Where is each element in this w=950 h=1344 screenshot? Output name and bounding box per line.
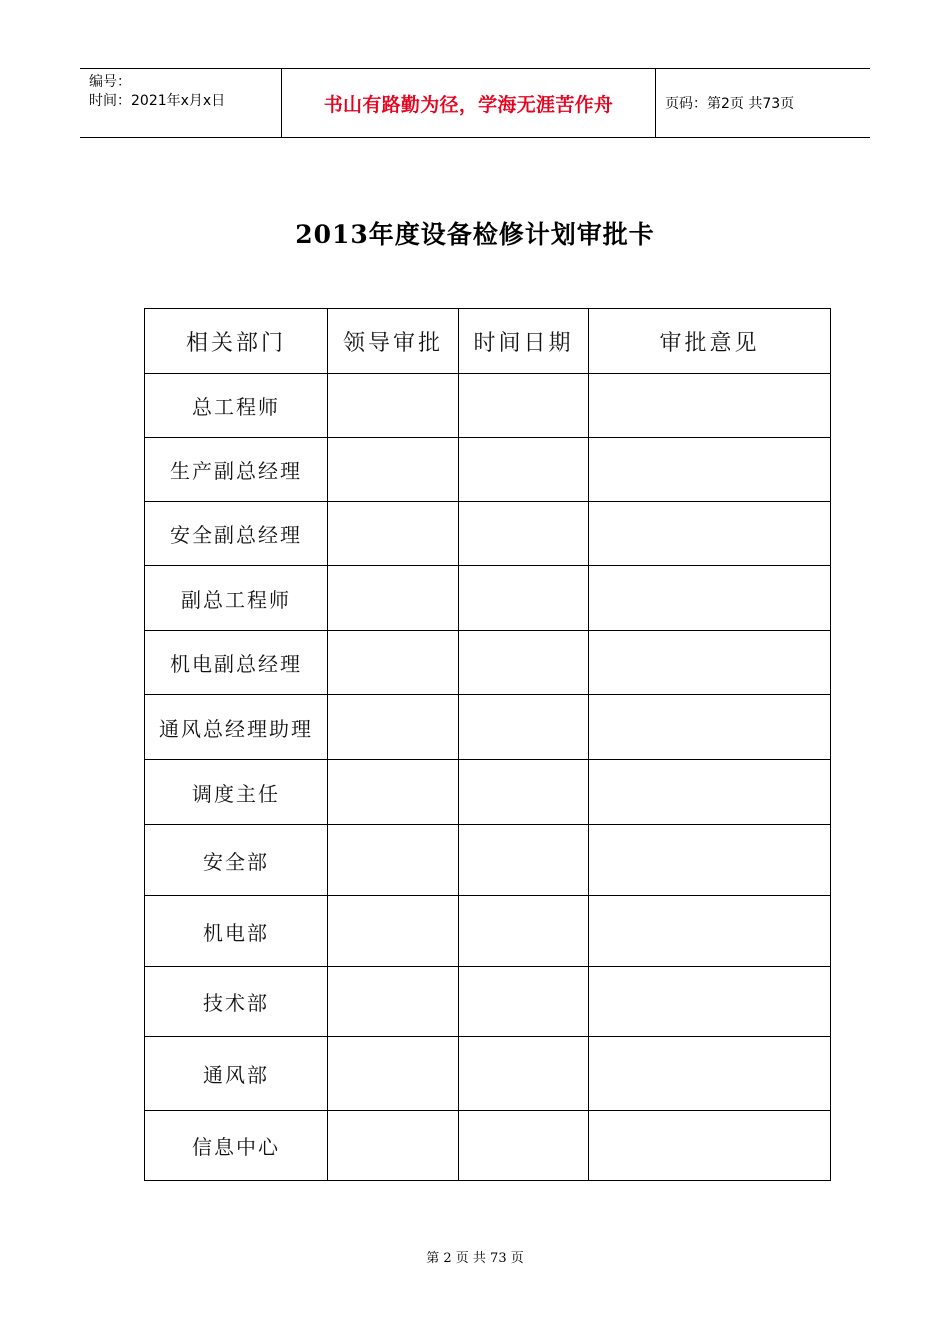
department-cell: 调度主任 bbox=[145, 760, 328, 825]
table-row bbox=[145, 967, 831, 1037]
date-cell[interactable] bbox=[459, 825, 589, 896]
header-department: 相关部门 bbox=[145, 309, 328, 374]
department-cell: 通风部 bbox=[145, 1037, 328, 1111]
department-cell: 通风总经理助理 bbox=[145, 695, 328, 760]
opinion-cell[interactable] bbox=[589, 967, 831, 1037]
approval-cell[interactable] bbox=[328, 825, 459, 896]
approval-cell[interactable] bbox=[328, 896, 459, 967]
header-motto: 书山有路勤为径，学海无涯苦作舟 bbox=[323, 93, 614, 116]
approval-cell[interactable] bbox=[328, 502, 459, 566]
approval-cell[interactable] bbox=[328, 566, 459, 631]
table-row bbox=[145, 760, 831, 825]
table-header-row bbox=[145, 309, 831, 374]
opinion-cell[interactable] bbox=[589, 695, 831, 760]
table-row bbox=[145, 566, 831, 631]
header-opinion: 审批意见 bbox=[589, 309, 831, 374]
opinion-cell[interactable] bbox=[589, 1037, 831, 1111]
department-cell: 总工程师 bbox=[145, 374, 328, 438]
department-cell: 机电副总经理 bbox=[145, 631, 328, 695]
department-cell: 安全部 bbox=[145, 825, 328, 896]
document-title: 2013年度设备检修计划审批卡 bbox=[295, 220, 655, 249]
opinion-cell[interactable] bbox=[589, 631, 831, 695]
opinion-cell[interactable] bbox=[589, 438, 831, 502]
department-cell: 信息中心 bbox=[145, 1111, 328, 1181]
opinion-cell[interactable] bbox=[589, 825, 831, 896]
date-cell[interactable] bbox=[459, 631, 589, 695]
approval-cell[interactable] bbox=[328, 438, 459, 502]
opinion-cell[interactable] bbox=[589, 566, 831, 631]
table-row bbox=[145, 374, 831, 438]
header-divider-right bbox=[655, 69, 656, 137]
date-cell[interactable] bbox=[459, 438, 589, 502]
opinion-cell[interactable] bbox=[589, 1111, 831, 1181]
table-row bbox=[145, 1037, 831, 1111]
date-cell[interactable] bbox=[459, 695, 589, 760]
opinion-cell[interactable] bbox=[589, 760, 831, 825]
approval-cell[interactable] bbox=[328, 760, 459, 825]
page-header bbox=[80, 68, 870, 138]
approval-cell[interactable] bbox=[328, 695, 459, 760]
approval-cell[interactable] bbox=[328, 631, 459, 695]
opinion-cell[interactable] bbox=[589, 896, 831, 967]
table-row bbox=[145, 1111, 831, 1181]
approval-cell[interactable] bbox=[328, 374, 459, 438]
date-cell[interactable] bbox=[459, 566, 589, 631]
header-page-info: 页码：第2页 共73页 bbox=[665, 96, 795, 112]
date-cell[interactable] bbox=[459, 760, 589, 825]
date-cell[interactable] bbox=[459, 896, 589, 967]
header-date: 时间日期 bbox=[459, 309, 589, 374]
approval-table bbox=[144, 308, 831, 1181]
date-cell[interactable] bbox=[459, 502, 589, 566]
table-row bbox=[145, 896, 831, 967]
date-cell[interactable] bbox=[459, 967, 589, 1037]
date-cell[interactable] bbox=[459, 1111, 589, 1181]
header-meta bbox=[89, 73, 225, 111]
approval-cell[interactable] bbox=[328, 1037, 459, 1111]
approval-cell[interactable] bbox=[328, 967, 459, 1037]
department-cell: 副总工程师 bbox=[145, 566, 328, 631]
date-cell[interactable] bbox=[459, 374, 589, 438]
page-footer: 第 2 页 共 73 页 bbox=[426, 1251, 524, 1266]
department-cell: 安全副总经理 bbox=[145, 502, 328, 566]
department-cell: 机电部 bbox=[145, 896, 328, 967]
table-row bbox=[145, 695, 831, 760]
opinion-cell[interactable] bbox=[589, 502, 831, 566]
approval-cell[interactable] bbox=[328, 1111, 459, 1181]
header-leader-approval: 领导审批 bbox=[328, 309, 459, 374]
table-row bbox=[145, 631, 831, 695]
table-row bbox=[145, 438, 831, 502]
table-row bbox=[145, 502, 831, 566]
date-cell[interactable] bbox=[459, 1037, 589, 1111]
department-cell: 技术部 bbox=[145, 967, 328, 1037]
opinion-cell[interactable] bbox=[589, 374, 831, 438]
document-number-label: 编号： bbox=[89, 74, 131, 90]
table-row bbox=[145, 825, 831, 896]
document-date: 时间：2021年x月x日 bbox=[89, 93, 226, 109]
department-cell: 生产副总经理 bbox=[145, 438, 328, 502]
